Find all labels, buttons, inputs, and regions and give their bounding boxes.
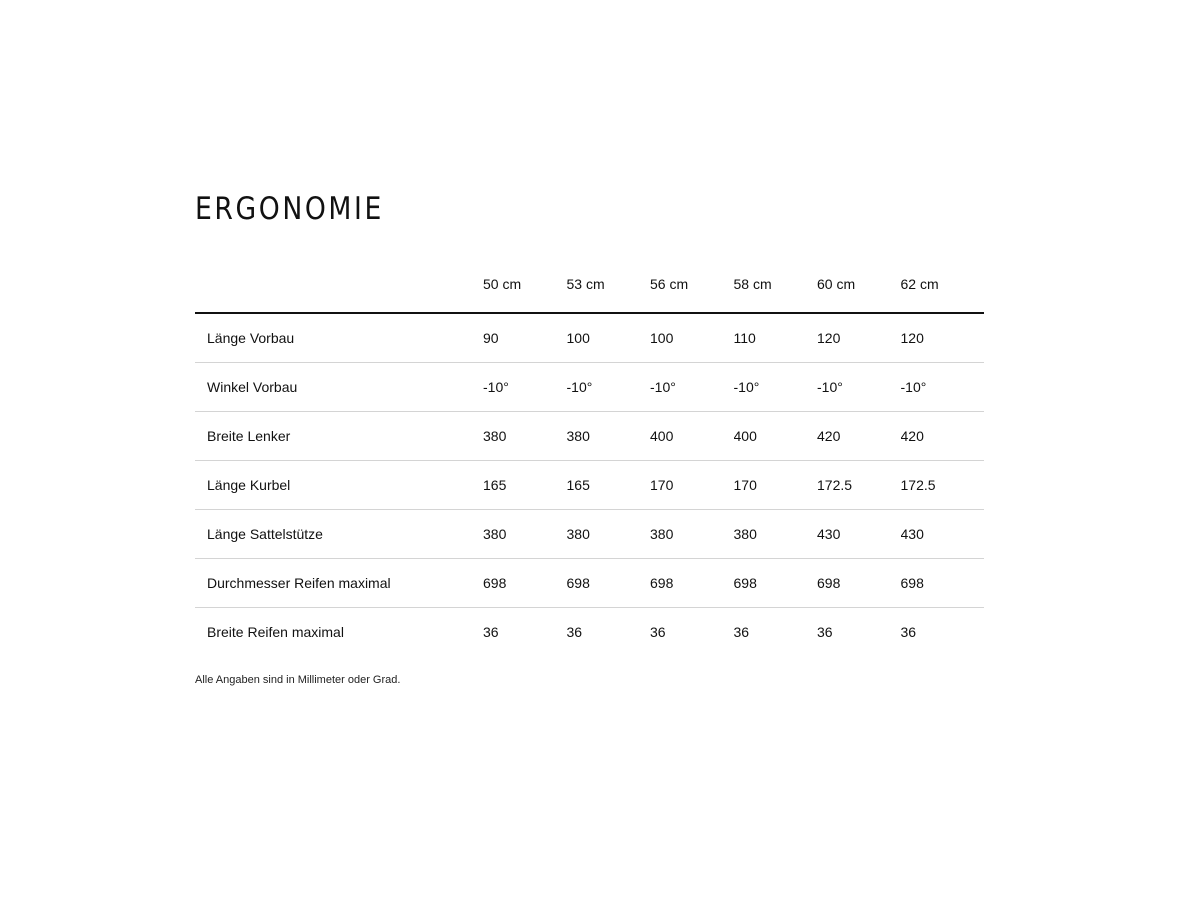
table-cell: -10° bbox=[901, 363, 985, 412]
table-cell: 380 bbox=[483, 412, 567, 461]
table-cell: 698 bbox=[901, 559, 985, 608]
table-cell: -10° bbox=[567, 363, 651, 412]
table-row bbox=[195, 510, 984, 559]
table-cell: -10° bbox=[483, 363, 567, 412]
table-cell: -10° bbox=[650, 363, 734, 412]
units-note: Alle Angaben sind in Millimeter oder Grad. bbox=[195, 674, 401, 686]
table-cell: -10° bbox=[817, 363, 901, 412]
table-cell: 698 bbox=[567, 559, 651, 608]
table-row bbox=[195, 363, 984, 412]
column-header: 53 cm bbox=[567, 276, 651, 313]
column-header: 56 cm bbox=[650, 276, 734, 313]
column-header: 60 cm bbox=[817, 276, 901, 313]
table-cell: 380 bbox=[734, 510, 818, 559]
table-cell: 430 bbox=[901, 510, 985, 559]
table-cell: 172.5 bbox=[817, 461, 901, 510]
row-label: Länge Vorbau bbox=[195, 313, 483, 363]
table-cell: 90 bbox=[483, 313, 567, 363]
table-cell: 380 bbox=[567, 510, 651, 559]
table-cell: 165 bbox=[483, 461, 567, 510]
table-cell: 100 bbox=[567, 313, 651, 363]
column-header: 50 cm bbox=[483, 276, 567, 313]
table-cell: 380 bbox=[650, 510, 734, 559]
section-title: ERGONOMIE bbox=[195, 191, 384, 227]
table-cell: 110 bbox=[734, 313, 818, 363]
column-header: 58 cm bbox=[734, 276, 818, 313]
table-cell: 120 bbox=[817, 313, 901, 363]
row-label: Länge Kurbel bbox=[195, 461, 483, 510]
table-cell: 420 bbox=[901, 412, 985, 461]
column-header: 62 cm bbox=[901, 276, 985, 313]
table-row bbox=[195, 313, 984, 363]
table-cell: 36 bbox=[900, 624, 917, 640]
table-cell: 380 bbox=[483, 510, 567, 559]
row-label: Breite Reifen maximal bbox=[207, 624, 344, 640]
table-cell: 698 bbox=[817, 559, 901, 608]
table-cell: 36 bbox=[483, 624, 499, 640]
ergonomie-table bbox=[195, 276, 984, 656]
table-cell: 36 bbox=[817, 624, 833, 640]
table-cell: 698 bbox=[650, 559, 734, 608]
table-cell: 36 bbox=[650, 624, 666, 640]
table-cell: 36 bbox=[566, 624, 583, 640]
row-label: Länge Sattelstütze bbox=[195, 510, 483, 559]
row-label: Winkel Vorbau bbox=[195, 363, 483, 412]
table-row bbox=[195, 461, 984, 510]
table-cell: 120 bbox=[901, 313, 985, 363]
row-label: Breite Lenker bbox=[195, 412, 483, 461]
table-cell: 100 bbox=[650, 313, 734, 363]
table-cell: 170 bbox=[650, 461, 734, 510]
ergonomie-section bbox=[195, 188, 971, 686]
row-label: Durchmesser Reifen maximal bbox=[195, 559, 483, 608]
table-header-row bbox=[195, 276, 984, 313]
table-cell: 400 bbox=[650, 412, 734, 461]
table-cell: 165 bbox=[567, 461, 651, 510]
table-cell: 400 bbox=[734, 412, 818, 461]
table-row bbox=[195, 608, 984, 657]
table-cell: 170 bbox=[734, 461, 818, 510]
table-cell: 430 bbox=[817, 510, 901, 559]
table-cell: 420 bbox=[817, 412, 901, 461]
table-cell: 172.5 bbox=[901, 461, 985, 510]
table-cell: -10° bbox=[734, 363, 818, 412]
header-empty-cell bbox=[195, 276, 483, 313]
table-cell: 380 bbox=[567, 412, 651, 461]
table-row bbox=[195, 412, 984, 461]
table-row bbox=[195, 559, 984, 608]
table-cell: 698 bbox=[734, 559, 818, 608]
table-cell: 36 bbox=[733, 624, 750, 640]
table-cell: 698 bbox=[483, 559, 567, 608]
